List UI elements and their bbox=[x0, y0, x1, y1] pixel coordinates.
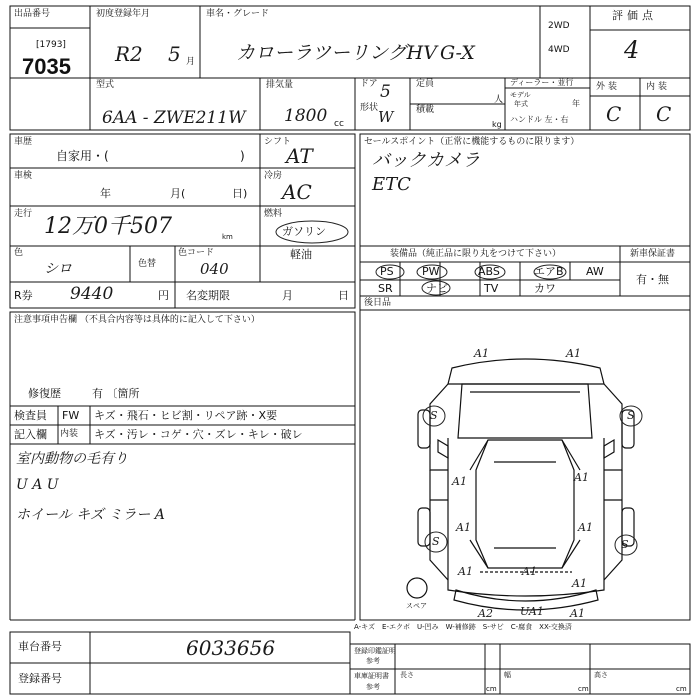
model-value: 6AA - ZWE211W bbox=[102, 108, 246, 128]
first-reg-label: 初度登録年月 bbox=[96, 9, 151, 19]
equipment-label: 装備品（純正品に限り丸をつけて下さい） bbox=[390, 249, 562, 259]
fuel-gasoline: ガソリン bbox=[282, 225, 326, 238]
load-label: 積載 bbox=[416, 105, 435, 115]
transfer-month: 月 bbox=[282, 289, 293, 302]
color-code-label: 色コード bbox=[178, 248, 215, 258]
exterior-label: 外装 bbox=[596, 82, 621, 92]
km-unit: km bbox=[222, 233, 233, 241]
mileage-label: 走行 bbox=[14, 209, 33, 219]
fuel-label: 燃料 bbox=[264, 209, 283, 219]
repair-value: 有 〔箇所 bbox=[92, 387, 140, 400]
new-warranty-label: 新車保証書 bbox=[630, 249, 676, 259]
mark-trunk: A1 bbox=[522, 565, 537, 578]
selling-point-2: ETC bbox=[372, 174, 411, 195]
mark-left-quarter: A1 bbox=[458, 565, 473, 578]
mark-right-quarter: A1 bbox=[572, 577, 587, 590]
mark-right-rear-wheel: S bbox=[621, 538, 629, 551]
ac-label: 冷房 bbox=[264, 171, 283, 181]
selling-point-1: バックカメラ bbox=[372, 150, 480, 171]
yen-unit: 円 bbox=[158, 289, 169, 302]
lot-number: 7035 bbox=[22, 54, 71, 79]
mark-front-left: A1 bbox=[474, 347, 489, 360]
mileage-value: 12万0千507 bbox=[44, 214, 172, 239]
spare-label: スペア bbox=[406, 602, 427, 610]
inspection-label: 車検 bbox=[14, 171, 33, 181]
equip-pw: PW bbox=[422, 265, 440, 278]
mark-left-door-front: A1 bbox=[452, 475, 467, 488]
chassis-label: 車台番号 bbox=[18, 640, 62, 653]
length-label: 長さ bbox=[400, 671, 414, 679]
inspection-day: 日) bbox=[232, 187, 248, 200]
interior-text: キズ・汚レ・コゲ・穴・ズレ・キレ・破レ bbox=[94, 428, 303, 441]
name-grade-label: 車名・グレード bbox=[206, 9, 270, 19]
rating-label: 評価点 bbox=[612, 9, 657, 22]
fw-label: FW bbox=[62, 409, 80, 422]
damage-legend: A-キズ E-エクボ U-凹み W-補修跡 S-サビ C-腐食 XX-交換済 bbox=[354, 623, 572, 631]
grade: G-X bbox=[440, 42, 475, 64]
inspector-label: 検査員 bbox=[14, 409, 47, 422]
mark-left-front-wheel: S bbox=[430, 409, 438, 422]
mark-right-front-wheel: S bbox=[627, 409, 635, 422]
handwritten-note-1: 室内動物の毛有り bbox=[16, 451, 128, 467]
seal-label: 登録印鑑証明 bbox=[354, 647, 396, 655]
displacement-value: 1800 bbox=[284, 106, 328, 126]
car-damage-diagram bbox=[407, 359, 634, 610]
mark-right-door-front: A1 bbox=[574, 471, 589, 484]
drive-2wd: 2WD bbox=[548, 21, 570, 31]
shape-label: 形状 bbox=[360, 103, 379, 113]
reg-year: R2 bbox=[115, 42, 143, 66]
repair-label: 修復歴 bbox=[28, 387, 61, 400]
color-value: シロ bbox=[44, 261, 72, 277]
width-unit: cm bbox=[578, 685, 589, 693]
interior-value: C bbox=[656, 102, 672, 126]
car-name: カローラツーリングHV bbox=[236, 42, 437, 64]
kg-unit: kg bbox=[492, 120, 502, 129]
equip-airbag: エアB bbox=[534, 265, 564, 278]
entry-label: 記入欄 bbox=[14, 428, 47, 441]
history-close: ) bbox=[240, 149, 245, 163]
fuel-diesel: 軽油 bbox=[290, 248, 312, 261]
warranty-value: 有・無 bbox=[636, 273, 669, 286]
lot-code: [1793] bbox=[36, 40, 66, 50]
mark-rear-right: A1 bbox=[570, 607, 585, 620]
fw-text: キズ・飛石・ヒビ割・リペア跡・X要 bbox=[94, 409, 278, 422]
color-change-label: 色替 bbox=[138, 259, 157, 269]
mark-front-right: A1 bbox=[566, 347, 581, 360]
recycle-label: R券 bbox=[14, 289, 33, 302]
door-value: 5 bbox=[380, 82, 391, 102]
equip-navi: ナビ bbox=[426, 282, 448, 295]
interior-label: 内装 bbox=[646, 82, 671, 92]
seal-reference: 参考 bbox=[366, 657, 380, 665]
lot-label: 出品番号 bbox=[14, 9, 51, 19]
selling-points-label: セールスポイント（正常に機能するものに限ります） bbox=[364, 137, 580, 147]
handwritten-note-3: ホイール キズ ミラー A bbox=[16, 507, 165, 523]
equip-tv: TV bbox=[484, 282, 499, 295]
mark-left-door-rear: A1 bbox=[456, 521, 471, 534]
mark-right-door-rear: A1 bbox=[578, 521, 593, 534]
shift-value: AT bbox=[286, 144, 313, 168]
cc-unit: cc bbox=[334, 119, 344, 129]
cert-label: 車庫証明書 bbox=[354, 672, 389, 680]
handwritten-note-2: U A U bbox=[16, 477, 59, 493]
capacity-label: 定員 bbox=[416, 79, 435, 89]
history-value: 自家用・( bbox=[56, 149, 109, 163]
model-year-label-2: 年式 bbox=[514, 100, 528, 108]
ac-value: AC bbox=[282, 180, 312, 204]
transfer-day: 日 bbox=[338, 289, 349, 302]
reg-month: 5 bbox=[168, 42, 181, 66]
person-unit: 人 bbox=[494, 95, 504, 105]
color-code-value: 040 bbox=[200, 260, 229, 278]
transfer-label: 名変期限 bbox=[186, 289, 230, 302]
length-unit: cm bbox=[486, 685, 497, 693]
height-unit: cm bbox=[676, 685, 687, 693]
shift-label: シフト bbox=[264, 137, 292, 147]
model-year-label-1: モデル bbox=[510, 91, 531, 99]
fuel-circle bbox=[272, 218, 352, 248]
year-unit: 年 bbox=[572, 99, 580, 108]
drive-4wd: 4WD bbox=[548, 45, 570, 55]
model-label: 型式 bbox=[96, 80, 115, 90]
mark-rear-left: A2 bbox=[478, 607, 493, 620]
month-unit: 月 bbox=[186, 57, 196, 67]
rating-value: 4 bbox=[624, 36, 640, 64]
shape-value: W bbox=[378, 108, 394, 126]
height-label: 高さ bbox=[594, 671, 608, 679]
interior-row-label: 内装 bbox=[60, 429, 79, 439]
displacement-label: 排気量 bbox=[266, 80, 294, 90]
history-label: 車歴 bbox=[14, 137, 33, 147]
equip-leather: カワ bbox=[534, 282, 556, 295]
width-label: 幅 bbox=[504, 671, 511, 679]
color-label: 色 bbox=[14, 248, 24, 258]
later-date-label: 後日品 bbox=[364, 298, 392, 308]
inspection-month: 月( bbox=[170, 187, 186, 200]
handle-label: ハンドル 左・右 bbox=[510, 115, 569, 124]
attention-label: 注意事項申告欄 （不具合内容等は具体的に記入して下さい） bbox=[14, 315, 260, 325]
chassis-value: 6033656 bbox=[186, 636, 276, 660]
equip-aw: AW bbox=[586, 265, 604, 278]
inspection-year: 年 bbox=[100, 187, 111, 200]
equip-sr: SR bbox=[378, 282, 393, 295]
mark-left-rear-wheel: S bbox=[432, 535, 440, 548]
mark-rear-center: UA1 bbox=[520, 605, 544, 618]
equip-abs: ABS bbox=[478, 265, 500, 278]
equip-ps: PS bbox=[380, 265, 394, 278]
cert-reference: 参考 bbox=[366, 683, 380, 691]
reg-number-label: 登録番号 bbox=[18, 672, 62, 685]
dealer-label: ディーラー・並行 bbox=[510, 78, 574, 87]
exterior-value: C bbox=[606, 102, 622, 126]
door-label: ドア bbox=[360, 79, 378, 89]
recycle-value: 9440 bbox=[70, 284, 114, 304]
